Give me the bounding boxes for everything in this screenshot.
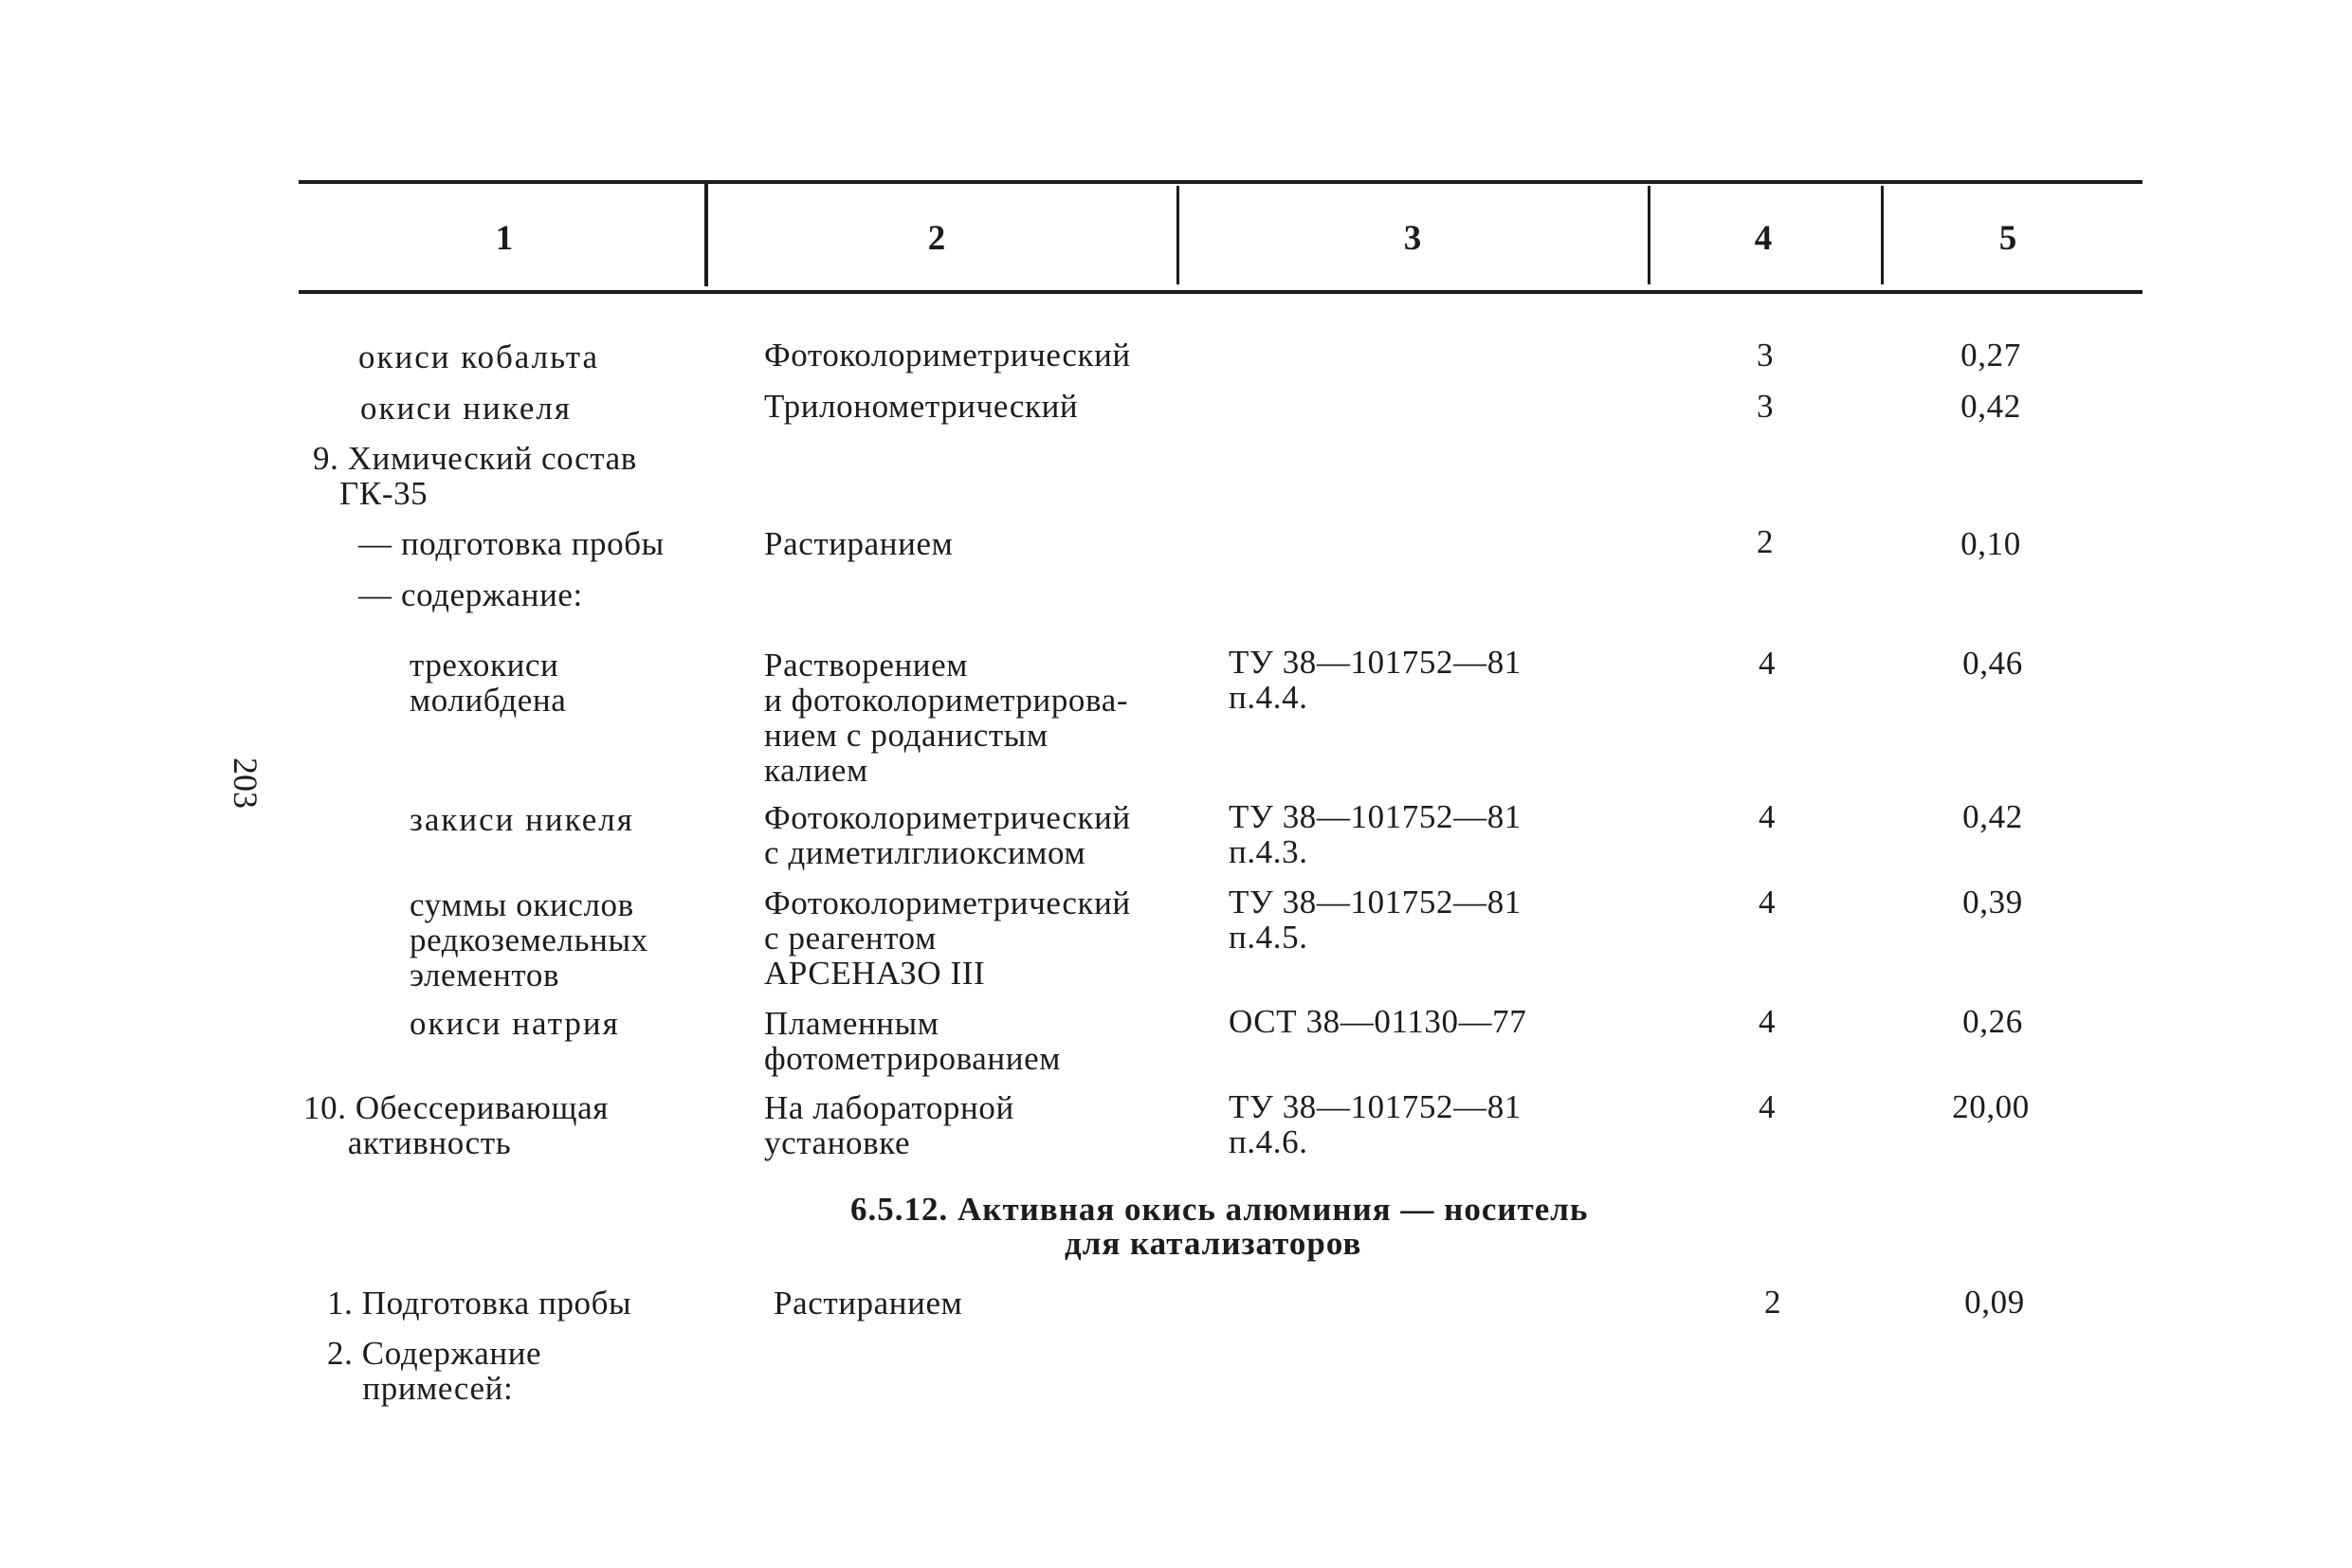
row-nickel-oxide-name: закиси никеля xyxy=(410,801,634,838)
row-molybdenum-c5: 0,46 xyxy=(1962,645,2023,682)
row-nickel-oxide-doc: ТУ 38—101752—81 п.4.3. xyxy=(1229,798,1522,870)
row-cobalt-c5: 0,27 xyxy=(1960,337,2021,374)
row-sodium-c4: 4 xyxy=(1758,1003,1777,1040)
row-cobalt-method: Фотоколориметрический xyxy=(764,337,1131,374)
row-10-doc: ТУ 38—101752—81 п.4.6. xyxy=(1229,1088,1522,1160)
row-rare-earth-c4: 4 xyxy=(1758,884,1777,921)
row-prep-method: Растиранием xyxy=(764,525,954,562)
row-10-method: На лабораторной установке xyxy=(764,1089,1014,1161)
row2-prep-c5: 0,09 xyxy=(1964,1284,2025,1321)
row-10-c5: 20,00 xyxy=(1952,1088,2030,1125)
header-col-2: 2 xyxy=(927,219,946,258)
row-content-name: — содержание: xyxy=(358,576,583,613)
row2-prep-name: 1. Подготовка пробы xyxy=(327,1285,632,1322)
row-sodium-method: Пламенным фотометрированием xyxy=(764,1005,1061,1077)
row-10-name: 10. Обессеривающая активность xyxy=(303,1089,609,1161)
row2-prep-method: Растиранием xyxy=(774,1285,963,1322)
header-divider-2 xyxy=(1176,186,1179,284)
row-prep-name: — подготовка пробы xyxy=(358,525,665,562)
row-cobalt-c4: 3 xyxy=(1756,337,1775,374)
row-nickel-oxide-method: Фотоколориметрический с диметилглиоксимом xyxy=(764,799,1131,871)
row-sodium-name: окиси натрия xyxy=(410,1005,620,1042)
row-nickel-c5: 0,42 xyxy=(1960,388,2021,425)
row-nickel-c4: 3 xyxy=(1756,388,1775,425)
row-cobalt-name: окиси кобальта xyxy=(358,338,599,375)
row-10-c4: 4 xyxy=(1758,1088,1777,1125)
row-9-name: 9. Химический состав ГК-35 xyxy=(313,440,637,512)
row-rare-earth-doc: ТУ 38—101752—81 п.4.5. xyxy=(1229,884,1522,956)
row-molybdenum-doc: ТУ 38—101752—81 п.4.4. xyxy=(1229,644,1522,716)
row-prep-c4: 2 xyxy=(1756,523,1775,560)
row-molybdenum-c4: 4 xyxy=(1758,645,1777,682)
header-col-5: 5 xyxy=(1998,219,2017,258)
header-divider-4 xyxy=(1881,186,1884,284)
row-nickel-name: окиси никеля xyxy=(360,390,572,427)
row2-prep-c4: 2 xyxy=(1763,1284,1782,1321)
header-divider-1 xyxy=(704,184,708,286)
row-sodium-doc: ОСТ 38—01130—77 xyxy=(1229,1003,1527,1040)
row2-impurities-name: 2. Содержание примесей: xyxy=(327,1335,542,1407)
page-number: 203 xyxy=(227,757,264,809)
row-prep-c5: 0,10 xyxy=(1960,525,2021,562)
row-rare-earth-method: Фотоколориметрический с реагентом АРСЕНАЗО III xyxy=(764,884,1131,992)
top-rule xyxy=(299,180,2142,184)
header-col-1: 1 xyxy=(495,219,514,258)
row-rare-earth-name: суммы окислов редкоземельных элементов xyxy=(410,886,648,994)
header-col-3: 3 xyxy=(1403,219,1422,258)
header-col-4: 4 xyxy=(1754,219,1773,258)
row-nickel-oxide-c5: 0,42 xyxy=(1962,798,2023,835)
row-sodium-c5: 0,26 xyxy=(1962,1003,2023,1040)
header-divider-3 xyxy=(1648,186,1650,284)
row-molybdenum-method: Растворением и фотоколориметрирова- нием с роданистым калием xyxy=(764,647,1129,789)
row-nickel-method: Трилонометрический xyxy=(764,388,1079,425)
section-title-line2: для катализаторов xyxy=(1065,1225,1362,1262)
header-bottom-rule xyxy=(299,290,2142,294)
row-molybdenum-name: трехокиси молибдена xyxy=(410,647,567,719)
section-title-line1: 6.5.12. Активная окись алюминия — носитель xyxy=(850,1191,1589,1228)
row-rare-earth-c5: 0,39 xyxy=(1962,884,2023,921)
row-nickel-oxide-c4: 4 xyxy=(1758,798,1777,835)
